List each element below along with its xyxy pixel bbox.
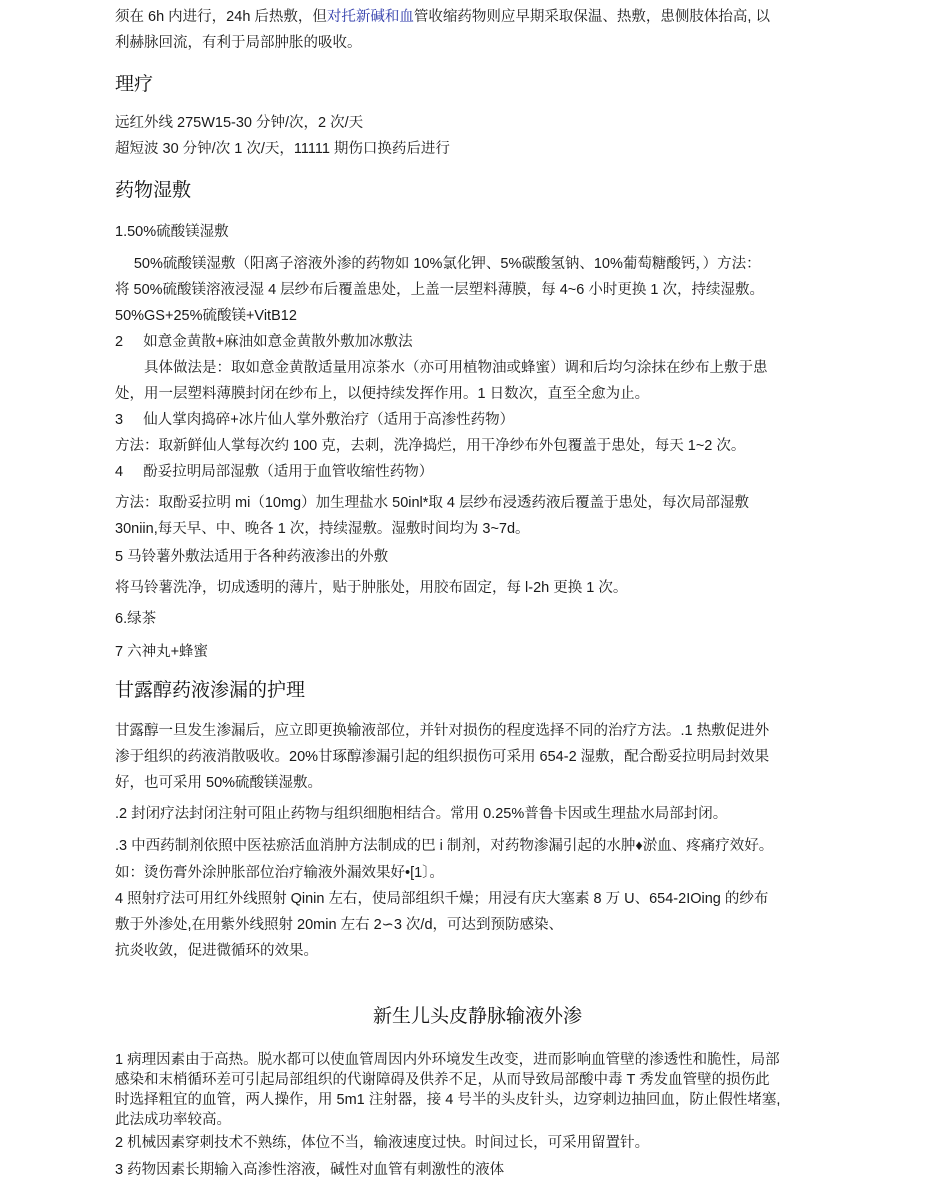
compress-item-4-line-1: 方法：取酚妥拉明 mi（10mg）加生理盐水 50inl*取 4 层纱布浸透药液后覆盖于患处，每次局部湿敷 (115, 495, 750, 511)
compress-item-1-title: 1.50%硫酸镁湿敷 (115, 224, 229, 240)
heading-drug-compress: 药物湿敷 (115, 180, 192, 201)
compress-item-1-line-3: 50%GS+25%硫酸镁+VitB12 (115, 308, 297, 324)
intro-line-1 (115, 4, 840, 30)
compress-item-5-title: 5 马铃薯外敷法适用于各种药液渗出的外敷 (115, 549, 389, 565)
mannitol-line-5: .3 中西药制剂依照中医祛瘀活血消肿方法制成的巴 i 制剂，对药物渗漏引起的水肿♦淤血、疼痛疗效好。 (115, 838, 774, 854)
physio-line-2: 超短波 30 分钟/次 1 次/天，11111 期伤口换药后进行 (115, 141, 450, 157)
mannitol-line-2: 渗于组织的药液消散吸收。20%甘琢醇渗漏引起的组织损伤可采用 654-2 湿敷，配合酚妥拉明局封效果 (115, 749, 770, 765)
mannitol-line-8: 敷于外渗处,在用紫外线照射 20min 左右 2∽3 次/d，可达到预防感染、 (115, 917, 564, 933)
neonate-line-5: 2 机械因素穿刺技术不熟练，体位不当，输液速度过快。时间过长，可采用留置针。 (115, 1135, 650, 1151)
intro-link-text[interactable]: 对托新碱和血 (326, 9, 414, 25)
compress-item-2-line-1: 具体做法是：取如意金黄散适量用凉茶水（亦可用植物油或蜂蜜）调和后均匀涂抹在纱布上敷于患 (144, 360, 768, 376)
neonate-line-6: 3 药物因素长期输入高渗性溶液，碱性对血管有刺激性的液体 (115, 1162, 505, 1178)
compress-item-7-title: 7 六神丸+蜂蜜 (115, 644, 209, 660)
neonate-line-1: 1 病理因素由于高热。脱水都可以使血管周因内外环境发生改变，进而影响血管壁的渗透性和脆性，局部 (115, 1052, 780, 1068)
heading-physiotherapy: 理疗 (115, 74, 154, 95)
physio-line-1: 远红外线 275W15-30 分钟/次，2 次/天 (115, 115, 364, 131)
compress-item-4-line-2: 30niin,每天早、中、晚各 1 次，持续湿敷。湿敷时间均为 3~7d。 (115, 521, 530, 537)
heading-mannitol: 甘露醇药液渗漏的护理 (115, 680, 306, 701)
compress-item-2-line-2: 处，用一层塑料薄膜封闭在纱布上，以便持续发挥作用。1 日数次，直至全愈为止。 (115, 386, 650, 402)
neonate-line-4: 此法成功率较高。 (115, 1112, 231, 1128)
compress-item-1-line-2: 将 50%硫酸镁溶液浸湿 4 层纱布后覆盖患处，上盖一层塑料薄膜，每 4~6 小时更换 1 次，持续湿敷。 (115, 282, 764, 298)
intro-text-a: 须在 6h 内进行，24h 后热敷，但 (115, 9, 327, 25)
mannitol-line-3: 好，也可采用 50%硫酸镁湿敷。 (115, 775, 323, 791)
mannitol-line-7: 4 照射疗法可用红外线照射 Qinin 左右，使局部组织千燥；用浸有庆大塞素 8 万 U、654-2IOing 的纱布 (115, 891, 769, 907)
compress-item-3-title: 3 仙人掌肉捣碎+冰片仙人掌外敷治疗（适用于高渗性药物） (115, 412, 515, 428)
neonate-line-3: 时选择粗宜的血管，两人操作，用 5m1 注射器，接 4 号半的头皮针头，边穿刺边抽回血，防止假性堵塞, (115, 1092, 781, 1108)
compress-item-3-line-1: 方法：取新鲜仙人掌每次约 100 克，去刺，洗净捣烂，用干净纱布外包覆盖于患处，每天 1~2 次。 (115, 438, 746, 454)
mannitol-line-4: .2 封闭疗法封闭注射可阻止药物与组织细胞相结合。常用 0.25%普鲁卡因或生理盐水局部封闭。 (115, 806, 728, 822)
mannitol-line-1: 甘露醇一旦发生渗漏后，应立即更换输液部位，并针对损伤的程度选择不同的治疗方法。.1 热敷促进外 (115, 723, 770, 739)
compress-item-5-line-1: 将马铃薯洗净，切成透明的薄片，贴于肿胀处，用胶布固定，每 l-2h 更换 1 次。 (115, 580, 628, 596)
heading-neonate: 新生儿头皮静脉输液外渗 (372, 1006, 582, 1027)
compress-item-6-title: 6.绿茶 (115, 611, 157, 627)
intro-line-2: 利赫脉回流，有利于局部肿胀的吸收。 (115, 35, 362, 51)
intro-text-b: 管收缩药物则应早期采取保温、热敷，患侧肢体抬高, 以 (413, 9, 770, 25)
neonate-line-2: 感染和末梢循环差可引起局部组织的代谢障碍及供养不足，从而导致局部酸中毒 T 秀发血管壁的损伤此 (115, 1072, 770, 1088)
mannitol-line-6: 如：烫伤膏外涂肿胀部位治疗输液外漏效果好•[1〕。 (115, 865, 444, 881)
compress-item-1-line-1: 50%硫酸镁湿敷（阳离子溶液外渗的药物如 10%氯化钾、5%碳酸氢钠、10%葡萄糖酸钙，）方法： (133, 256, 761, 272)
compress-item-2-title: 2 如意金黄散+麻油如意金黄散外敷加冰敷法 (115, 334, 413, 350)
mannitol-line-9: 抗炎收敛，促进微循环的效果。 (115, 943, 318, 959)
compress-item-4-title: 4 酚妥拉明局部湿敷（适用于血管收缩性药物） (115, 464, 434, 480)
